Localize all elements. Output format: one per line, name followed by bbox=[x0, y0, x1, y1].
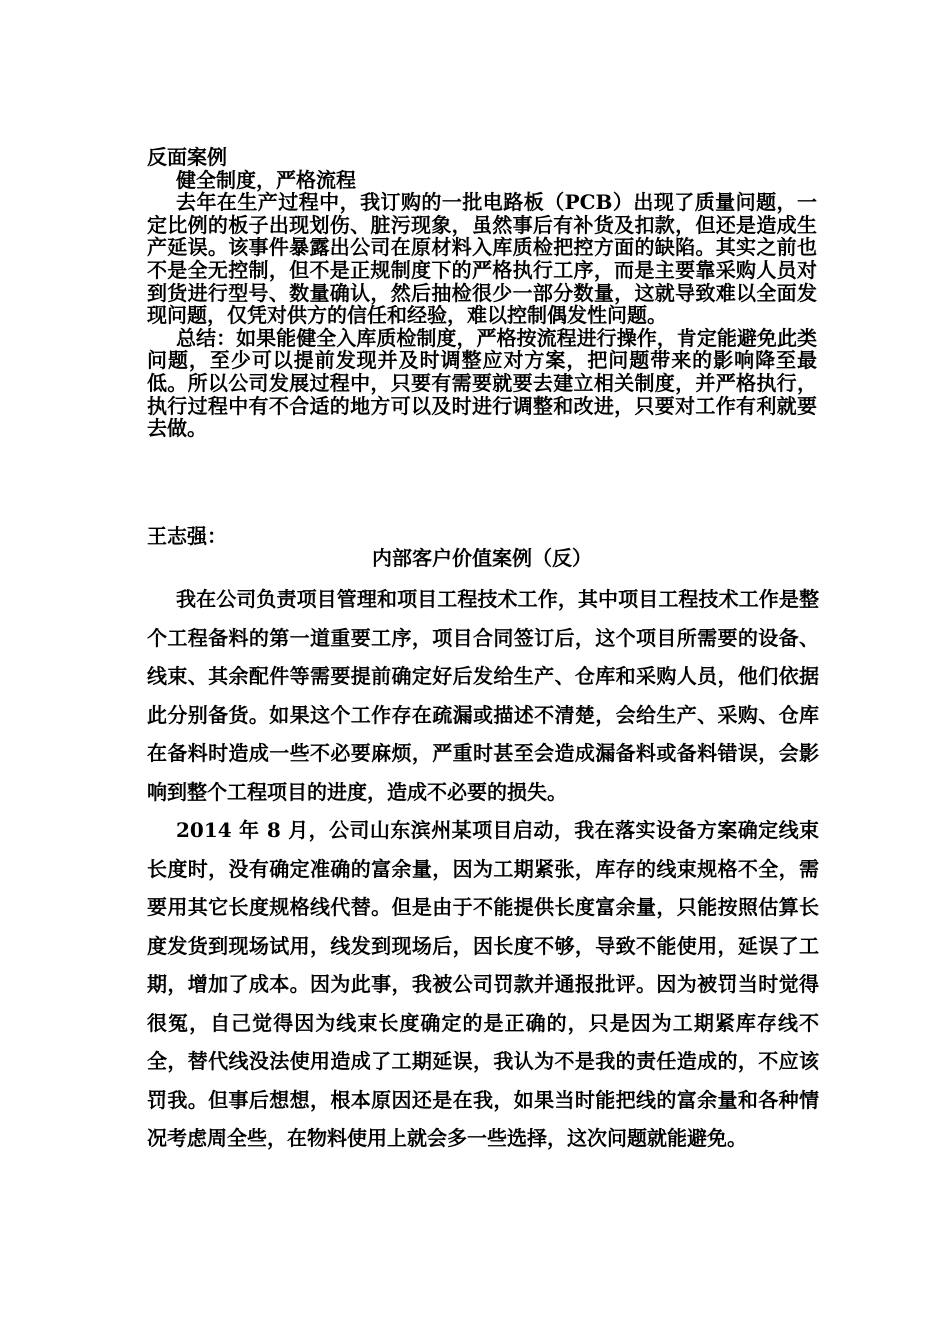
case-paragraph: 去年在生产过程中，我订购的一批电路板（PCB）出现了质量问题，一定比例的板子出现划伤、脏污现象，虽然事后有补货及扣款，但还是造成生产延误。该事件暴露出公司在原材料入库质检把控方面的缺陷。其实之前也不是全无控制，但不是正规制度下的严格执行工序，而是主要靠采购人员对到货进行型号、数量确认，然后抽检很少一部分数量，这就导致难以全面发现问题，仅凭对供方的信任和经验，难以控制偶发性问题。 bbox=[147, 190, 817, 328]
internal-customer-case-section bbox=[147, 580, 819, 1158]
body-paragraph: 我在公司负责项目管理和项目工程技术工作，其中项目工程技术工作是整个工程备料的第一道重要工序，项目合同签订后，这个项目所需要的设备、线束、其余配件等需要提前确定好后发给生产、仓库和采购人员，他们依据此分别备货。如果这个工作存在疏漏或描述不清楚，会给生产、采购、仓库在备料时造成一些不必要麻烦，严重时甚至会造成漏备料或备料错误，会影响到整个工程项目的进度，造成不必要的损失。 bbox=[147, 587, 819, 804]
author-name: 王志强： bbox=[147, 524, 227, 548]
summary-paragraph: 总结：如果能健全入库质检制度，严格按流程进行操作，肯定能避免此类问题，至少可以提前发现并及时调整应对方案，把问题带来的影响降至最低。所以公司发展过程中，只要有需要就要去建立相关制度，并严格执行，执行过程中有不合适的地方可以及时进行调整和改进，只要对工作有利就要去做。 bbox=[147, 325, 817, 441]
body-paragraph: 2014 年 8 月，公司山东滨州某项目启动，我在落实设备方案确定线束长度时，没有确定准确的富余量，因为工期紧张，库存的线束规格不全，需要用其它长度规格线代替。但是由于不能提供长度富余量，只能按照估算长度发货到现场试用，线发到现场后，因长度不够，导致不能使用，延误了工期，增加了成本。因为此事，我被公司罚款并通报批评。因为被罚当时觉得很冤，自己觉得因为线束长度确定的是正确的，只是因为工期紧库存线不全，替代线没法使用造成了工期延误，我认为不是我的责任造成的，不应该罚我。但事后想想，根本原因还是在我，如果当时能把线的富余量和各种情况考虑周全些，在物料使用上就会多一些选择，这次问题就能避免。 bbox=[147, 818, 819, 1150]
section-heading: 反面案例 bbox=[147, 145, 227, 169]
case-title: 内部客户价值案例（反） bbox=[372, 546, 592, 570]
section-subheading: 健全制度，严格流程 bbox=[176, 167, 356, 192]
negative-case-section bbox=[147, 146, 817, 440]
